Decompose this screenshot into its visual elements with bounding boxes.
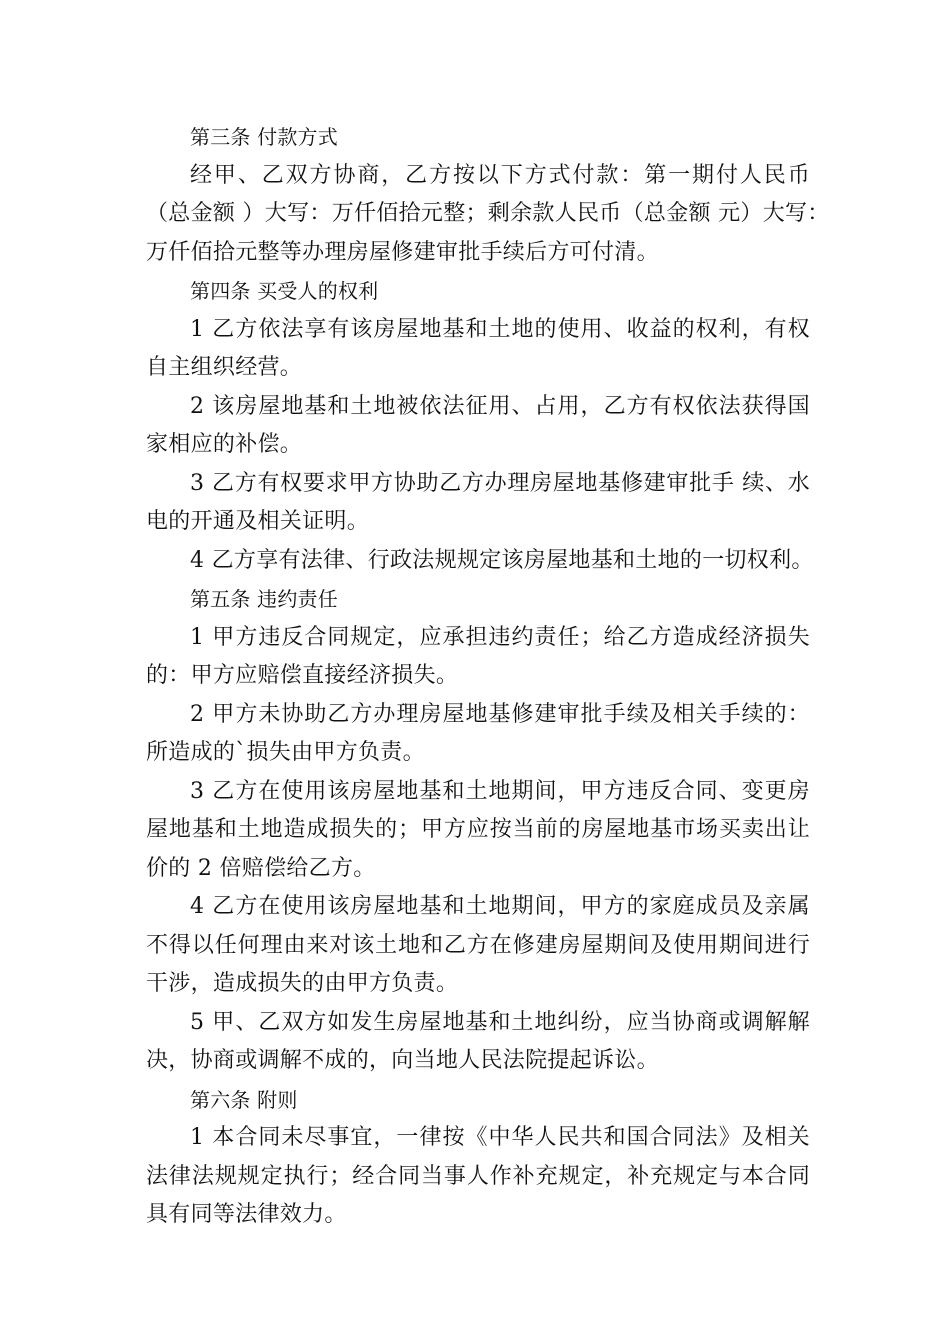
section-heading: 第四条 买受人的权利	[190, 279, 379, 303]
paragraph-line: 1 甲方违反合同规定，应承担违约责任；给乙方造成经济损失	[190, 624, 810, 650]
paragraph-line: 家相应的补偿。	[146, 432, 303, 457]
paragraph-line: 的：甲方应赔偿直接经济损失。	[146, 663, 459, 688]
paragraph-line: 所造成的`损失由甲方负责。	[146, 740, 425, 765]
paragraph-line: 决，协商或调解不成的，向当地人民法院提起诉讼。	[146, 1048, 659, 1073]
paragraph-line: 2 甲方未协助乙方办理房屋地基修建审批手续及相关手续的：	[190, 701, 810, 727]
paragraph-line: 万仟佰拾元整等办理房屋修建审批手续后方可付清。	[146, 239, 659, 265]
section-heading: 第三条 付款方式	[190, 125, 338, 149]
paragraph-line: 价的 2 倍赔偿给乙方。	[146, 855, 376, 881]
paragraph-line: 1 乙方依法享有该房屋地基和土地的使用、收益的权利，有权	[190, 316, 810, 342]
paragraph-line: （总金额 ）大写：万仟佰拾元整；剩余款人民币（总金额 元）大写：	[146, 201, 830, 226]
section-heading: 第六条 附则	[190, 1087, 298, 1112]
paragraph-line: 屋地基和土地造成损失的；甲方应按当前的房屋地基市场买卖出让	[146, 817, 810, 842]
paragraph-line: 自主组织经营。	[146, 355, 303, 380]
paragraph-line: 2 该房屋地基和土地被依法征用、占用，乙方有权依法获得国	[190, 393, 810, 419]
section-heading: 第五条 违约责任	[190, 587, 338, 611]
contract-body	[146, 118, 830, 1235]
paragraph-line: 不得以任何理由来对该土地和乙方在修建房屋期间及使用期间进行	[146, 932, 810, 958]
paragraph-line: 1 本合同未尽事宜，一律按《中华人民共和国合同法》及相关	[190, 1125, 810, 1150]
paragraph-line: 4 乙方享有法律、行政法规规定该房屋地基和土地的一切权利。	[190, 547, 814, 573]
paragraph-line: 电的开通及相关证明。	[146, 509, 370, 534]
paragraph-line: 4 乙方在使用该房屋地基和土地期间，甲方的家庭成员及亲属	[190, 894, 810, 919]
paragraph-line: 3 乙方在使用该房屋地基和土地期间，甲方违反合同、变更房	[190, 778, 810, 804]
paragraph-line: 具有同等法律效力。	[146, 1202, 347, 1227]
paragraph-line: 经甲、乙双方协商，乙方按以下方式付款：第一期付人民币	[190, 162, 810, 188]
paragraph-line: 干涉，造成损失的由甲方负责。	[146, 971, 459, 996]
paragraph-line: 3 乙方有权要求甲方协助乙方办理房屋地基修建审批手 续、水	[190, 470, 810, 496]
paragraph-line: 法律法规规定执行；经合同当事人作补充规定，补充规定与本合同	[146, 1163, 810, 1189]
paragraph-line: 5 甲、乙双方如发生房屋地基和土地纠纷，应当协商或调解解	[190, 1009, 810, 1035]
